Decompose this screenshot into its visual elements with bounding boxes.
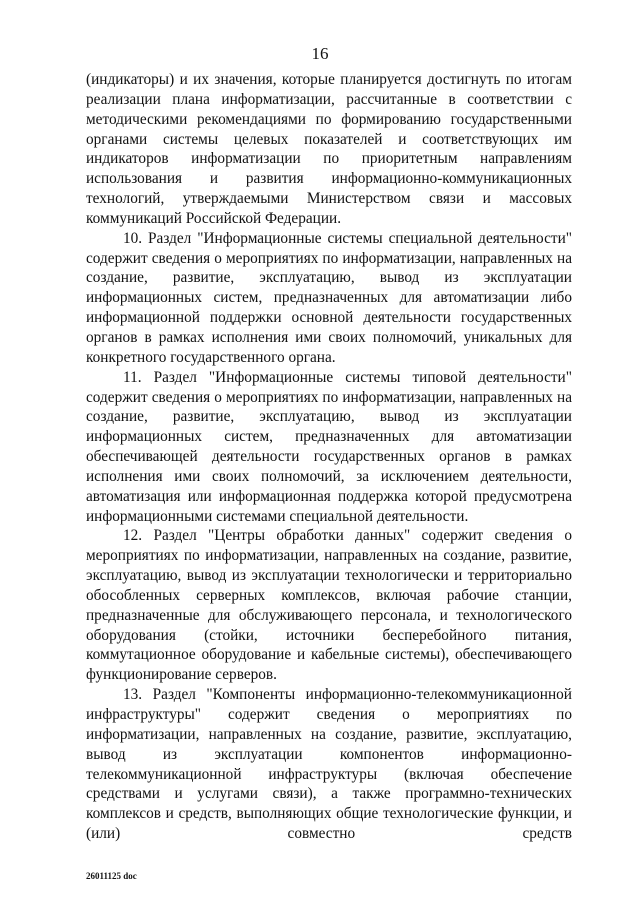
- document-body: [86, 70, 572, 844]
- document-file-code: 26011125 doc: [86, 871, 137, 881]
- page-number: 16: [311, 44, 329, 63]
- paragraph-section-11: 11. Раздел "Информационные системы типовой деятельности" содержит сведения о мероприятиях по информатизации, направленных на создание, развитие, эксплуатацию, вывод из эксплуатации информационных систем, предназначенных для автоматизации обеспечивающей деятельности государственных органов в рамках исполнения ими своих полномочий, за исключением деятельности, автоматизация или информационная поддержка которой предусмотрена информационными системами специальной деятельности.: [86, 368, 572, 525]
- paragraph-section-13: 13. Раздел "Компоненты информационно-телекоммуникационной инфраструктуры" содержит сведения о мероприятиях по информатизации, направленных на создание, развитие, эксплуатацию, вывод из эксплуатации компонентов информационно-телекоммуникационной инфраструктуры (включая обеспечение средствами и услугами связи), а также программно-технических комплексов и средств, выполняющих общие технологические функции, и (или) совместно средств: [86, 686, 572, 843]
- paragraph-section-10: 10. Раздел "Информационные системы специальной деятельности" содержит сведения о мероприятиях по информатизации, направленных на создание, развитие, эксплуатацию, вывод из эксплуатации информационных систем, предназначенных для автоматизации либо информационной поддержки основной деятельности государственных органов в рамках исполнения ими своих полномочий, уникальных для конкретного государственного органа.: [86, 229, 572, 366]
- paragraph-section-12: 12. Раздел "Центры обработки данных" содержит сведения о мероприятиях по информатизации, направленных на создание, развитие, эксплуатацию, вывод из эксплуатации технологически и территориально обособленных серверных комплексов, включая рабочие станции, предназначенные для обслуживающего персонала, и технологического оборудования (стойки, источники бесперебойного питания, коммутационное оборудование и кабельные системы), обеспечивающего функционирование серверов.: [86, 527, 572, 684]
- paragraph-indicators-continuation: (индикаторы) и их значения, которые планируется достигнуть по итогам реализации плана информатизации, рассчитанные в соответствии с методическими рекомендациями по формированию государственными органами системы целевых показателей и соответствующих им индикаторов информатизации по приоритетным направлениям использования и развития информационно-коммуникационных технологий, утверждаемыми Министерством связи и массовых коммуникаций Российской Федерации.: [86, 71, 572, 227]
